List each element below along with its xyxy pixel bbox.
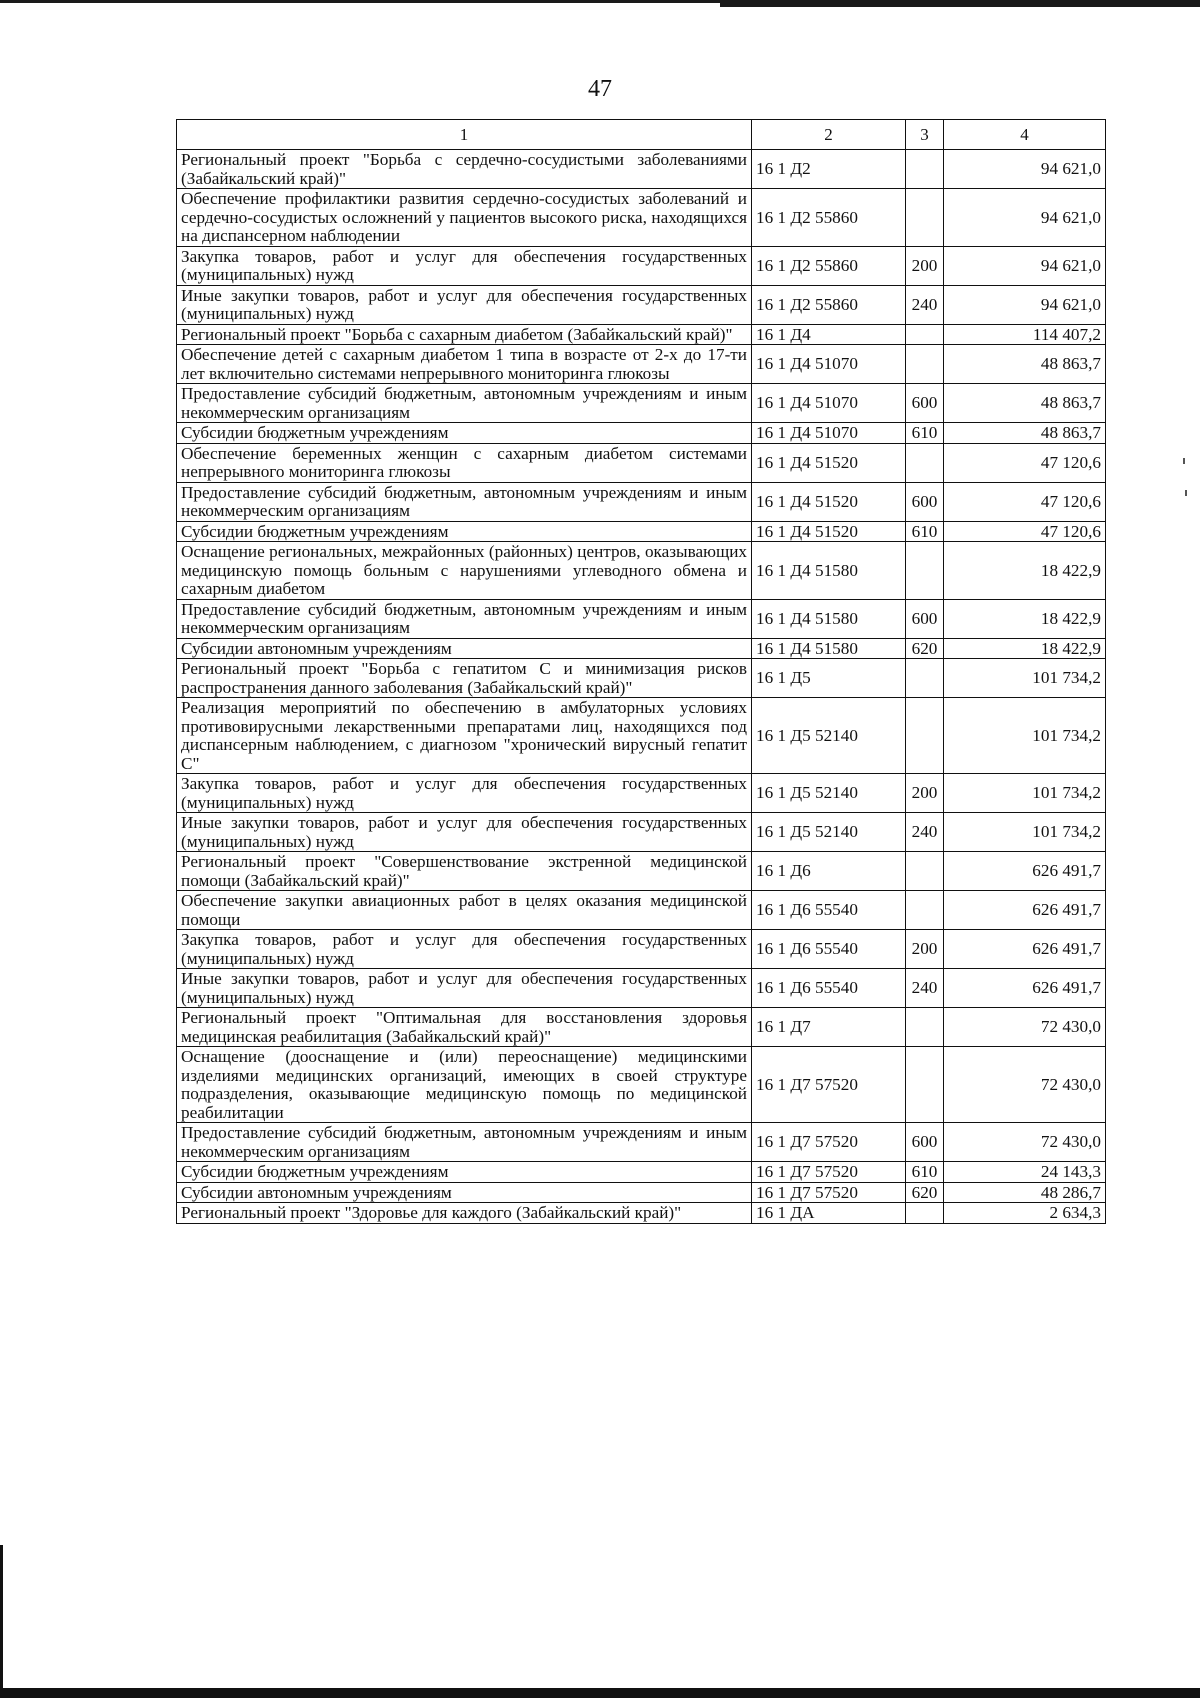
row-expense-type: [906, 1203, 944, 1224]
row-amount: 72 430,0: [944, 1008, 1106, 1047]
table-row: [177, 698, 1106, 774]
row-amount: 48 286,7: [944, 1182, 1106, 1203]
row-amount: 101 734,2: [944, 698, 1106, 774]
row-code: 16 1 Д2 55860: [752, 246, 906, 285]
column-header-4: 4: [944, 120, 1106, 150]
row-code: 16 1 Д4 51070: [752, 423, 906, 444]
row-code: 16 1 Д5 52140: [752, 774, 906, 813]
row-amount: 101 734,2: [944, 659, 1106, 698]
table-row: [177, 324, 1106, 345]
row-amount: 94 621,0: [944, 150, 1106, 189]
row-amount: 18 422,9: [944, 542, 1106, 600]
row-amount: 94 621,0: [944, 189, 1106, 247]
row-expense-type: 200: [906, 930, 944, 969]
column-header-2: 2: [752, 120, 906, 150]
row-name: Предоставление субсидий бюджетным, автономным учреждениям и иным некоммерческим организациям: [177, 1123, 752, 1162]
row-name: Закупка товаров, работ и услуг для обеспечения государственных (муниципальных) нужд: [177, 246, 752, 285]
table-row: [177, 345, 1106, 384]
row-expense-type: 610: [906, 423, 944, 444]
row-name: Региональный проект "Борьба с гепатитом С и минимизация рисков распространения данного заболевания (Забайкальский край)": [177, 659, 752, 698]
row-name: Обеспечение закупки авиационных работ в целях оказания медицинской помощи: [177, 891, 752, 930]
row-expense-type: 240: [906, 969, 944, 1008]
table-row: [177, 930, 1106, 969]
table-row: [177, 852, 1106, 891]
table-row: [177, 423, 1106, 444]
row-code: 16 1 Д7 57520: [752, 1123, 906, 1162]
row-code: 16 1 Д7 57520: [752, 1047, 906, 1123]
row-amount: 626 491,7: [944, 852, 1106, 891]
row-name: Закупка товаров, работ и услуг для обеспечения государственных (муниципальных) нужд: [177, 930, 752, 969]
row-name: Закупка товаров, работ и услуг для обеспечения государственных (муниципальных) нужд: [177, 774, 752, 813]
table-row: [177, 1047, 1106, 1123]
scan-edge-top-right: [720, 3, 1200, 7]
row-expense-type: [906, 1008, 944, 1047]
table-row: [177, 150, 1106, 189]
row-expense-type: [906, 698, 944, 774]
row-amount: 626 491,7: [944, 891, 1106, 930]
row-name: Субсидии бюджетным учреждениям: [177, 423, 752, 444]
row-code: 16 1 Д4 51580: [752, 638, 906, 659]
table-row: [177, 189, 1106, 247]
row-code: 16 1 Д4 51520: [752, 482, 906, 521]
column-header-3: 3: [906, 120, 944, 150]
row-expense-type: 600: [906, 384, 944, 423]
scan-speck: [1185, 490, 1187, 496]
row-code: 16 1 Д2 55860: [752, 189, 906, 247]
row-amount: 48 863,7: [944, 384, 1106, 423]
table-row: [177, 638, 1106, 659]
row-code: 16 1 Д4: [752, 324, 906, 345]
row-expense-type: 620: [906, 638, 944, 659]
page-number: 47: [588, 76, 612, 102]
row-expense-type: 600: [906, 482, 944, 521]
row-code: 16 1 Д2 55860: [752, 285, 906, 324]
row-name: Иные закупки товаров, работ и услуг для обеспечения государственных (муниципальных) нужд: [177, 969, 752, 1008]
row-amount: 72 430,0: [944, 1047, 1106, 1123]
row-expense-type: [906, 542, 944, 600]
row-code: 16 1 Д6 55540: [752, 930, 906, 969]
row-name: Региональный проект "Борьба с сердечно-сосудистыми заболеваниями (Забайкальский край)": [177, 150, 752, 189]
row-name: Обеспечение детей с сахарным диабетом 1 типа в возрасте от 2-х до 17-ти лет включительно системами непрерывного мониторинга глюкозы: [177, 345, 752, 384]
row-expense-type: 240: [906, 285, 944, 324]
table-row: [177, 246, 1106, 285]
scan-edge-bottom: [0, 1688, 1200, 1698]
row-amount: 114 407,2: [944, 324, 1106, 345]
row-name: Оснащение региональных, межрайонных (районных) центров, оказывающих медицинскую помощь больным с нарушениями углеводного обмена и сахарным диабетом: [177, 542, 752, 600]
table-row: [177, 969, 1106, 1008]
table-row: [177, 774, 1106, 813]
row-name: Предоставление субсидий бюджетным, автономным учреждениям и иным некоммерческим организациям: [177, 482, 752, 521]
row-expense-type: 610: [906, 1162, 944, 1183]
row-amount: 47 120,6: [944, 482, 1106, 521]
row-name: Региональный проект "Здоровье для каждого (Забайкальский край)": [177, 1203, 752, 1224]
table-row: [177, 1123, 1106, 1162]
table-row: [177, 285, 1106, 324]
column-header-1: 1: [177, 120, 752, 150]
table-row: [177, 1008, 1106, 1047]
row-name: Предоставление субсидий бюджетным, автономным учреждениям и иным некоммерческим организациям: [177, 384, 752, 423]
row-code: 16 1 Д6 55540: [752, 969, 906, 1008]
row-name: Региональный проект "Борьба с сахарным диабетом (Забайкальский край)": [177, 324, 752, 345]
row-code: 16 1 Д4 51520: [752, 521, 906, 542]
row-code: 16 1 Д5 52140: [752, 698, 906, 774]
row-amount: 18 422,9: [944, 638, 1106, 659]
scan-edge-left: [0, 1545, 3, 1695]
row-name: Субсидии бюджетным учреждениям: [177, 521, 752, 542]
scan-speck: [1183, 458, 1185, 464]
table-header-row: [177, 120, 1106, 150]
table-row: [177, 659, 1106, 698]
row-name: Оснащение (дооснащение и (или) переоснащение) медицинскими изделиями медицинских организаций, имеющих в своей структуре подразделения, оказывающие медицинскую помощь по медицинской реабилитации: [177, 1047, 752, 1123]
row-code: 16 1 Д4 51070: [752, 384, 906, 423]
row-name: Реализация мероприятий по обеспечению в амбулаторных условиях противовирусными лекарственными препаратами лиц, находящихся под диспансерным наблюдением, с диагнозом "хронический вирусный гепатит С": [177, 698, 752, 774]
row-expense-type: [906, 891, 944, 930]
row-expense-type: [906, 852, 944, 891]
row-code: 16 1 Д4 51580: [752, 542, 906, 600]
row-amount: 47 120,6: [944, 521, 1106, 542]
row-name: Иные закупки товаров, работ и услуг для обеспечения государственных (муниципальных) нужд: [177, 285, 752, 324]
row-name: Субсидии автономным учреждениям: [177, 1182, 752, 1203]
table-row: [177, 482, 1106, 521]
budget-table: [176, 119, 1106, 1224]
table-row: [177, 443, 1106, 482]
table-row: [177, 1182, 1106, 1203]
table-row: [177, 813, 1106, 852]
row-expense-type: [906, 659, 944, 698]
row-name: Иные закупки товаров, работ и услуг для обеспечения государственных (муниципальных) нужд: [177, 813, 752, 852]
row-code: 16 1 Д7: [752, 1008, 906, 1047]
row-expense-type: 200: [906, 246, 944, 285]
row-code: 16 1 Д6: [752, 852, 906, 891]
row-expense-type: [906, 150, 944, 189]
row-expense-type: [906, 345, 944, 384]
row-code: 16 1 Д2: [752, 150, 906, 189]
row-code: 16 1 Д4 51520: [752, 443, 906, 482]
row-amount: 101 734,2: [944, 813, 1106, 852]
table-row: [177, 1162, 1106, 1183]
table-body: [177, 150, 1106, 1224]
row-name: Региональный проект "Оптимальная для восстановления здоровья медицинская реабилитация (Забайкальский край)": [177, 1008, 752, 1047]
row-expense-type: [906, 443, 944, 482]
table-row: [177, 599, 1106, 638]
table-row: [177, 521, 1106, 542]
row-expense-type: 200: [906, 774, 944, 813]
row-expense-type: [906, 324, 944, 345]
row-amount: 626 491,7: [944, 930, 1106, 969]
row-expense-type: 600: [906, 1123, 944, 1162]
row-amount: 72 430,0: [944, 1123, 1106, 1162]
row-code: 16 1 Д5: [752, 659, 906, 698]
row-name: Обеспечение беременных женщин с сахарным диабетом системами непрерывного мониторинга глюкозы: [177, 443, 752, 482]
row-expense-type: 620: [906, 1182, 944, 1203]
row-code: 16 1 Д7 57520: [752, 1162, 906, 1183]
row-amount: 94 621,0: [944, 285, 1106, 324]
row-name: Предоставление субсидий бюджетным, автономным учреждениям и иным некоммерческим организациям: [177, 599, 752, 638]
row-amount: 2 634,3: [944, 1203, 1106, 1224]
row-code: 16 1 Д4 51580: [752, 599, 906, 638]
row-amount: 18 422,9: [944, 599, 1106, 638]
row-expense-type: 610: [906, 521, 944, 542]
table-row: [177, 384, 1106, 423]
row-code: 16 1 Д4 51070: [752, 345, 906, 384]
row-expense-type: 240: [906, 813, 944, 852]
row-code: 16 1 Д6 55540: [752, 891, 906, 930]
row-amount: 48 863,7: [944, 423, 1106, 444]
table-row: [177, 542, 1106, 600]
row-name: Обеспечение профилактики развития сердечно-сосудистых заболеваний и сердечно-сосудистых осложнений у пациентов высокого риска, находящихся на диспансерном наблюдении: [177, 189, 752, 247]
row-amount: 48 863,7: [944, 345, 1106, 384]
row-amount: 47 120,6: [944, 443, 1106, 482]
row-code: 16 1 Д5 52140: [752, 813, 906, 852]
row-amount: 101 734,2: [944, 774, 1106, 813]
table-row: [177, 1203, 1106, 1224]
row-code: 16 1 Д7 57520: [752, 1182, 906, 1203]
table-row: [177, 891, 1106, 930]
row-expense-type: 600: [906, 599, 944, 638]
row-expense-type: [906, 1047, 944, 1123]
row-name: Субсидии автономным учреждениям: [177, 638, 752, 659]
row-amount: 94 621,0: [944, 246, 1106, 285]
row-name: Субсидии бюджетным учреждениям: [177, 1162, 752, 1183]
row-name: Региональный проект "Совершенствование экстренной медицинской помощи (Забайкальский край)": [177, 852, 752, 891]
row-expense-type: [906, 189, 944, 247]
row-amount: 24 143,3: [944, 1162, 1106, 1183]
row-amount: 626 491,7: [944, 969, 1106, 1008]
row-code: 16 1 ДА: [752, 1203, 906, 1224]
